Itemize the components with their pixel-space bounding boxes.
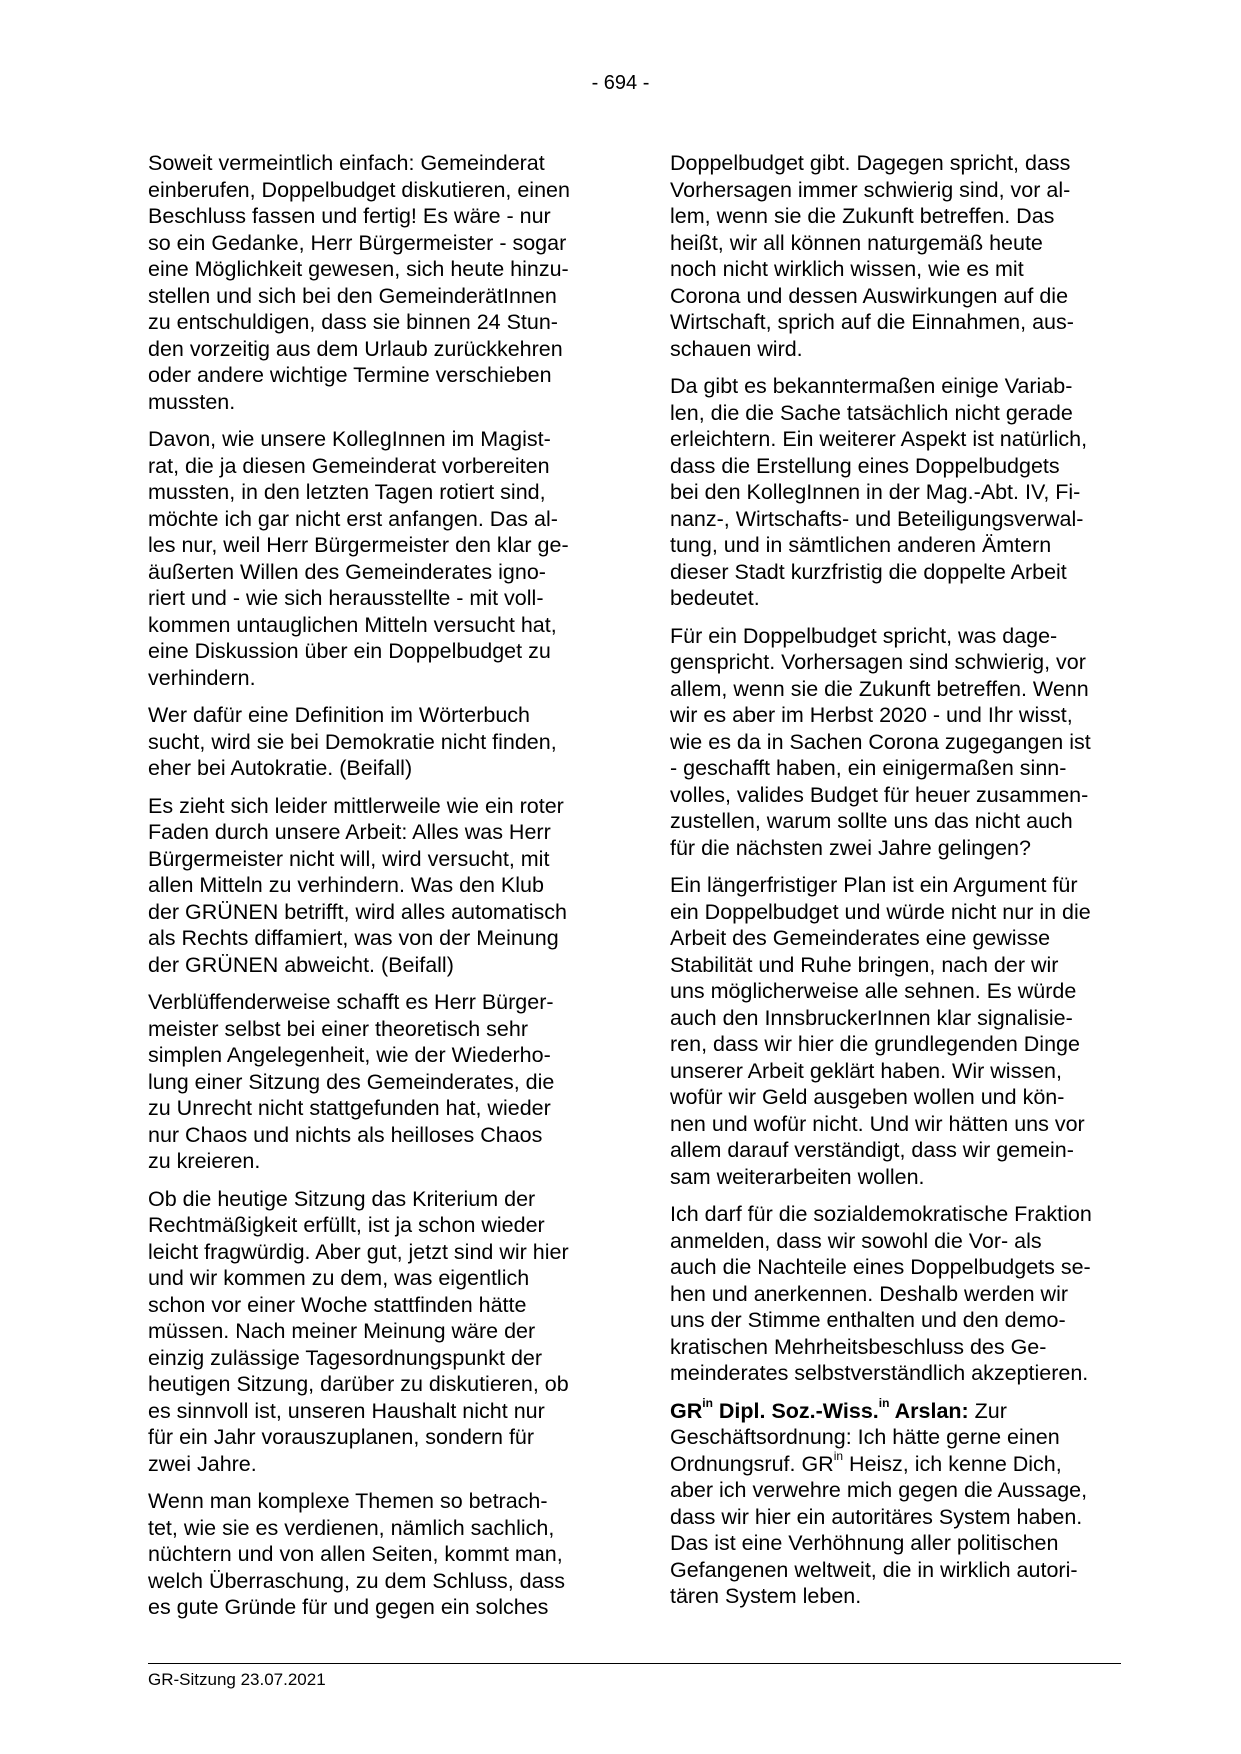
paragraph: Doppelbudget gibt. Dagegen spricht, dass Vorhersagen immer schwierig sind, vor al- lem, wenn sie die Zukunft betreffen. Das heißt, wir all können naturgemäß heute noch nicht wirklich wissen, wie es mit Corona und dessen Auswirkungen auf die Wirtschaft, sprich auf die Einnahmen, aus- schauen wird. — [670, 151, 1074, 361]
speaker-label — [670, 1396, 969, 1423]
paragraph: Für ein Doppelbudget spricht, was dage- genspricht. Vorhersagen sind schwierig, vor allem, wenn sie die Zukunft betreffen. Wenn wir es aber im Herbst 2020 - und Ihr wisst, wie es da in Sachen Corona zugegangen ist - geschafft haben, ein einigermaßen sinn- volles, valides Budget für heuer zusammen- zustellen, warum sollte uns das nicht auch für die nächsten zwei Jahre gelingen? — [670, 623, 1091, 860]
paragraph: Da gibt es bekanntermaßen einige Variab- len, die die Sache tatsächlich nicht gerade erleichtern. Ein weiterer Aspekt ist natürlich, dass die Erstellung eines Doppelbudgets bei den KollegInnen in der Mag.-Abt. IV, Fi- nanz-, Wirtschafts- und Beteiligungsverwal- tung, und in sämtlichen anderen Ämtern dieser Stadt kurzfristig die doppelte Arbeit bedeutet. — [670, 374, 1088, 610]
speaker-title-sup: in — [702, 1396, 713, 1411]
paragraph: Wenn man komplexe Themen so betrach- tet, wie sie es verdienen, nämlich sachlich, nüchtern und von allen Seiten, kommt man, welch Überraschung, zu dem Schluss, dass es gute Gründe für und gegen ein solches — [148, 1489, 566, 1619]
speaker-degree: Dipl. Soz.-Wiss. — [712, 1398, 879, 1423]
speech-text: Zur Geschäftsordnung: Ich hätte gerne einen Ordnungsruf. GR — [670, 1398, 1060, 1476]
speaker-paragraph — [670, 1398, 1122, 1610]
left-column — [148, 150, 600, 1632]
paragraph: Soweit vermeintlich einfach: Gemeinderat einberufen, Doppelbudget diskutieren, einen Beschluss fassen und fertig! Es wäre - nur so ein Gedanke, Herr Bürgermeister - sogar eine Möglichkeit gewesen, sich heute hinzu- stellen und sich bei den GemeinderätInnen zu entschuldigen, dass sie binnen 24 Stun- den vorzeitig aus dem Urlaub zurückkehren oder andere wichtige Termine verschieben mussten. — [148, 151, 570, 414]
paragraph: Wer dafür eine Definition im Wörterbuch sucht, wird sie bei Demokratie nicht finden, eher bei Autokratie. (Beifall) — [148, 703, 557, 780]
paragraph: Ich darf für die sozialdemokratische Fraktion anmelden, dass wir sowohl die Vor- als auch die Nachteile eines Doppelbudgets se- hen und anerkennen. Deshalb werden wir uns der Stimme enthalten und den demo- kratischen Mehrheitsbeschluss des Ge- meinderates selbstverständlich akzeptieren. — [670, 1202, 1092, 1385]
paragraph: Davon, wie unsere KollegInnen im Magist- rat, die ja diesen Gemeinderat vorbereiten mussten, in den letzten Tagen rotiert sind, möchte ich gar nicht erst anfangen. Das al- les nur, weil Herr Bürgermeister den klar ge- äußerten Willen des Gemeinderates igno- riert und - wie sich herausstellte - mit voll- kommen untauglichen Mitteln versucht hat, eine Diskussion über ein Doppelbudget zu verhindern. — [148, 427, 569, 690]
paragraph: Verblüffenderweise schafft es Herr Bürger- meister selbst bei einer theoretisch sehr simplen Angelegenheit, wie der Wiederho- lung einer Sitzung des Gemeinderates, die zu Unrecht nicht stattgefunden hat, wieder nur Chaos und nichts als heilloses Chaos zu kreieren. — [148, 990, 555, 1173]
paragraph: Ob die heutige Sitzung das Kriterium der Rechtmäßigkeit erfüllt, ist ja schon wieder leicht fragwürdig. Aber gut, jetzt sind wir hier und wir kommen zu dem, was eigentlich schon vor einer Woche stattfinden hätte müssen. Nach meiner Meinung wäre der einzig zulässige Tagesordnungspunkt der heutigen Sitzung, darüber zu diskutieren, ob es sinnvoll ist, unseren Haushalt nicht nur für ein Jahr vorauszuplanen, sondern für zwei Jahre. — [148, 1186, 569, 1476]
speech-sup: in — [833, 1449, 844, 1464]
speaker-title: GR — [670, 1398, 703, 1423]
page-number: - 694 - — [591, 72, 650, 94]
footer-session-date: GR-Sitzung 23.07.2021 — [148, 1670, 326, 1689]
footer-divider — [148, 1663, 1121, 1664]
speaker-name: Arslan: — [889, 1398, 969, 1423]
paragraph: Es zieht sich leider mittlerweile wie ein roter Faden durch unsere Arbeit: Alles was Herr Bürgermeister nicht will, wird versucht, mit allen Mitteln zu verhindern. Was den Klub der GRÜNEN betrifft, wird alles automatisch als Rechts diffamiert, was von der Meinung der GRÜNEN abweicht. (Beifall) — [148, 793, 567, 977]
speech-text: Heisz, ich kenne Dich, aber ich verwehre mich gegen die Aussage, dass wir hier ein autoritäres System haben. Das ist eine Verhöhnung aller politischen Gefangenen weltweit, die in wirklich autori- tären System leben. — [670, 1451, 1088, 1608]
right-column — [670, 150, 1122, 1621]
paragraph: Ein längerfristiger Plan ist ein Argument für ein Doppelbudget und würde nicht nur in die Arbeit des Gemeinderates eine gewisse Stabilität und Ruhe bringen, nach der wir uns möglicherweise alle sehnen. Es würde auch den InnsbruckerInnen klar signalisie- ren, dass wir hier die grundlegenden Dinge unserer Arbeit geklärt haben. Wir wissen, wofür wir Geld ausgeben wollen und kön- nen und wofür nicht. Und wir hätten uns vor allem darauf verständigt, dass wir gemein- sam weiterarbeiten wollen. — [670, 873, 1091, 1189]
speaker-degree-sup: in — [878, 1396, 890, 1411]
